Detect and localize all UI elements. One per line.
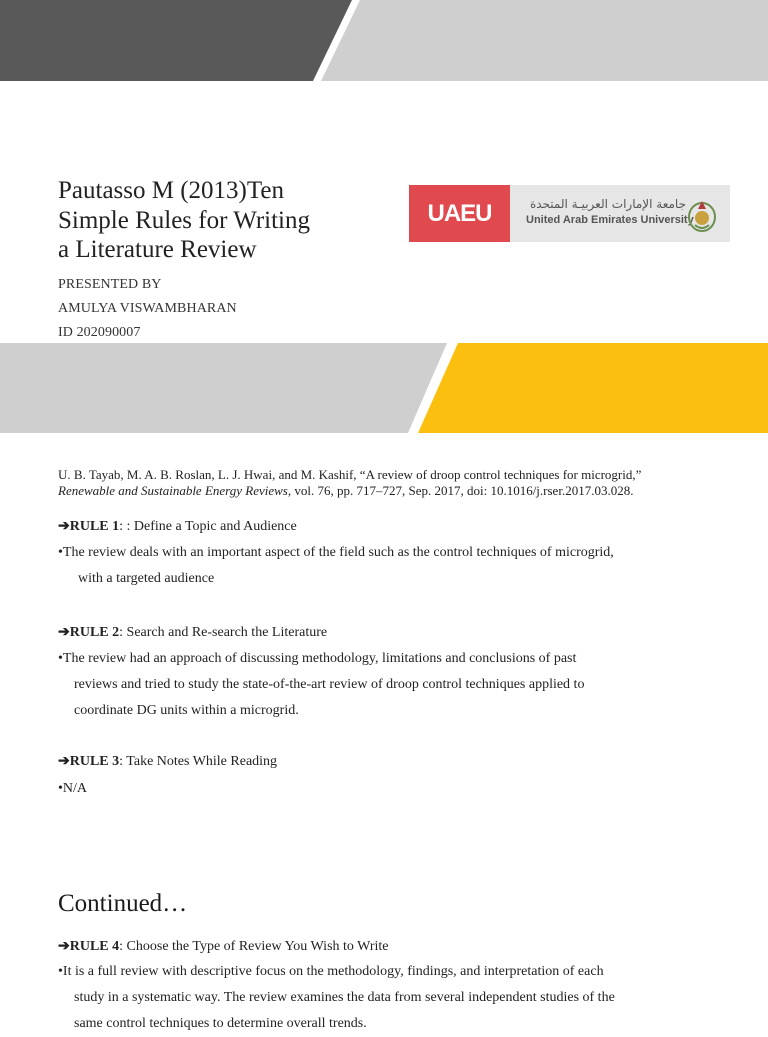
title-line: Simple Rules for Writing: [58, 206, 310, 234]
top-band-graphic: [0, 0, 768, 82]
top-dark-band: [0, 0, 352, 81]
bullet-line: •N/A: [58, 781, 88, 796]
arrow-bullet-icon: ➔: [58, 754, 70, 769]
presented-by-label: PRESENTED BY: [58, 277, 162, 292]
presenter-name: AMULYA VISWAMBHARAN: [58, 301, 237, 316]
rule-title: : : Define a Topic and Audience: [119, 519, 297, 534]
bullet-line: •It is a full review with descriptive focus on the methodology, findings, and interpretation of each: [58, 964, 604, 979]
rule-2-heading: [58, 624, 327, 642]
top-light-band: [321, 0, 768, 81]
bottom-band-graphic: [0, 343, 768, 433]
rule-4-heading: [58, 938, 388, 956]
bullet-line: with a targeted audience: [78, 571, 215, 586]
reference-details: , vol. 76, pp. 717–727, Sep. 2017, doi: 10.1016/j.rser.2017.03.028.: [287, 483, 634, 498]
bullet-line: same control techniques to determine overall trends.: [74, 1016, 367, 1031]
bullet-line: coordinate DG units within a microgrid.: [74, 703, 299, 718]
rule-1-bullet: [58, 540, 708, 592]
bullet-line: study in a systematic way. The review examines the data from several independent studies of the: [74, 990, 615, 1005]
rule-2-bullet: [58, 646, 708, 724]
uaeu-english-name: United Arab Emirates University: [526, 214, 694, 226]
uaeu-arabic-name: جامعة الإمارات العربيـة المتحدة: [529, 197, 686, 211]
rule-4-bullet: [58, 959, 728, 1037]
title-line: Pautasso M (2013)Ten: [58, 177, 285, 204]
rule-label: RULE 2: [69, 625, 120, 640]
presenter-id: ID 202090007: [58, 325, 141, 340]
title-line: a Literature Review: [58, 236, 257, 263]
arrow-bullet-icon: ➔: [58, 519, 70, 534]
slide-title: [58, 176, 310, 265]
rule-1-heading: [58, 518, 297, 536]
rule-title: : Choose the Type of Review You Wish to Write: [119, 939, 389, 954]
arrow-bullet-icon: ➔: [58, 939, 70, 954]
reference-line: U. B. Tayab, M. A. B. Roslan, L. J. Hwai, and M. Kashif, “A review of droop control techniques for microgrid,”: [58, 467, 642, 482]
bullet-line: •The review deals with an important aspect of the field such as the control techniques of microgrid,: [58, 545, 614, 560]
rule-label: RULE 4: [69, 939, 120, 954]
rule-title: : Search and Re-search the Literature: [119, 625, 328, 640]
arrow-bullet-icon: ➔: [58, 625, 70, 640]
rule-3-heading: [58, 753, 277, 771]
continued-heading: Continued…: [58, 890, 188, 917]
bullet-line: reviews and tried to study the state-of-the-art review of droop control techniques applied to: [74, 677, 585, 692]
uaeu-logo-mark: UAEU: [409, 185, 510, 242]
bullet-line: •The review had an approach of discussing methodology, limitations and conclusions of past: [58, 651, 577, 666]
rule-title: : Take Notes While Reading: [119, 754, 278, 769]
uaeu-emblem-icon: [685, 195, 719, 233]
reference-line-2: [58, 483, 758, 499]
rule-3-bullet: [58, 776, 708, 802]
rule-label: RULE 3: [69, 754, 120, 769]
bottom-light-band: [0, 343, 447, 433]
reference-citation: [58, 467, 758, 499]
reference-journal: Renewable and Sustainable Energy Reviews: [58, 483, 288, 498]
title-slide: [0, 0, 768, 433]
rule-label: RULE 1: [69, 519, 120, 534]
uaeu-logo: [409, 185, 730, 242]
bottom-accent-band: [418, 343, 768, 433]
